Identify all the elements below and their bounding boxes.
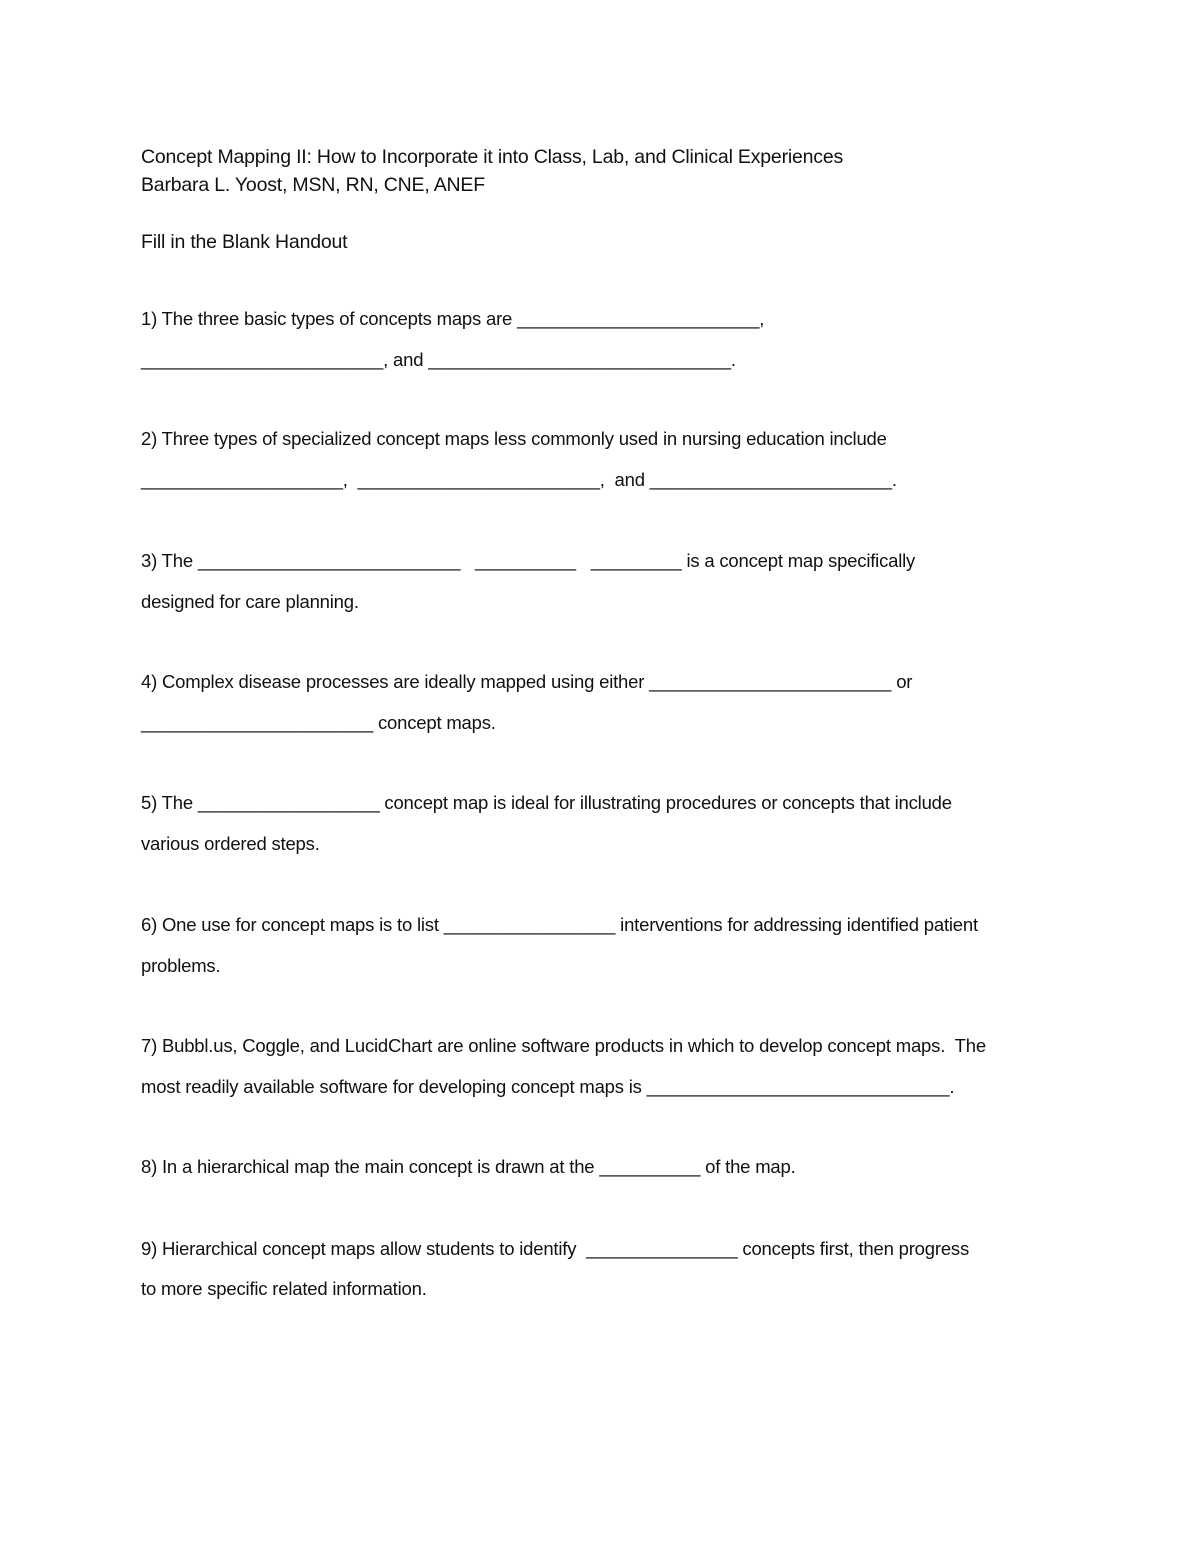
question-1-line-1: 1) The three basic types of concepts maps are ________________________, [141,308,765,329]
handout-subtitle: Fill in the Blank Handout [141,231,348,253]
question-3-line-2: designed for care planning. [141,591,359,612]
document-title: Concept Mapping II: How to Incorporate it into Class, Lab, and Clinical Experiences [141,146,844,168]
question-4-line-1: 4) Complex disease processes are ideally mapped using either ________________________ or [141,671,913,692]
question-4-line-2: _______________________ concept maps. [141,712,496,733]
question-5-line-1: 5) The __________________ concept map is ideal for illustrating procedures or concepts that include [141,792,952,813]
question-8-line-1: 8) In a hierarchical map the main concept is drawn at the __________ of the map. [141,1156,796,1177]
question-6-line-2: problems. [141,955,221,976]
question-6-line-1: 6) One use for concept maps is to list _________________ interventions for addressing identified patient [141,914,978,935]
question-7-line-2: most readily available software for developing concept maps is ______________________________. [141,1076,955,1097]
question-3-line-1: 3) The __________________________ __________ _________ is a concept map specifically [141,550,916,571]
author-line: Barbara L. Yoost, MSN, RN, CNE, ANEF [141,174,485,196]
question-2-line-1: 2) Three types of specialized concept maps less commonly used in nursing education include [141,428,887,449]
question-9-line-2: to more specific related information. [141,1278,427,1299]
question-1-line-2: ________________________, and ______________________________. [141,349,736,370]
question-5-line-2: various ordered steps. [141,833,320,854]
question-2-line-2: ____________________, ________________________, and ________________________. [141,469,897,490]
question-7-line-1: 7) Bubbl.us, Coggle, and LucidChart are online software products in which to develop concept maps. The [141,1035,986,1056]
question-9-line-1: 9) Hierarchical concept maps allow students to identify _______________ concepts first, then progress [141,1238,970,1259]
